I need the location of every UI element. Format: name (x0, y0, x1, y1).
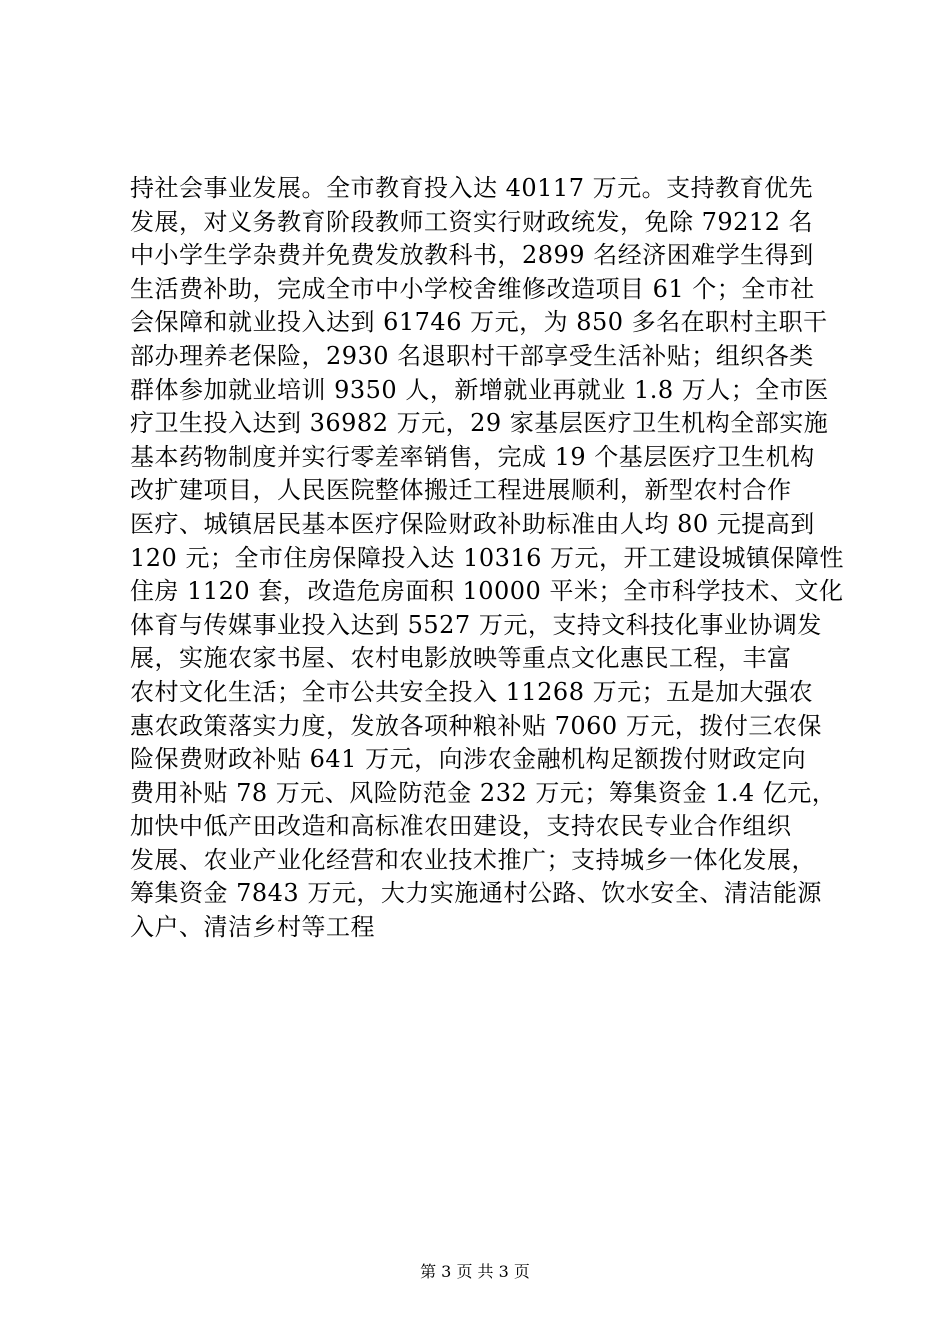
body-text (130, 172, 850, 945)
text-line: 生活费补助，完成全市中小学校舍维修改造项目 61 个；全市社 (130, 274, 815, 303)
text-line: 农村文化生活；全市公共安全投入 11268 万元；五是加大强农 (130, 677, 814, 706)
text-line: 疗卫生投入达到 36982 万元，29 家基层医疗卫生机构全部实施 (130, 409, 829, 438)
page-footer: 第 3 页 共 3 页 (420, 1262, 530, 1281)
text-line: 医疗、城镇居民基本医疗保险财政补助标准由人均 80 元提高到 (130, 509, 815, 538)
text-line: 展，实施农家书屋、农村电影放映等重点文化惠民工程，丰富 (130, 644, 792, 673)
text-line: 入户、清洁乡村等工程 (130, 913, 375, 942)
text-line: 中小学生学杂费并免费发放教科书，2899 名经济困难学生得到 (130, 241, 814, 270)
text-line: 群体参加就业培训 9350 人，新增就业再就业 1.8 万人；全市医 (130, 375, 829, 404)
text-line: 基本药物制度并实行零差率销售，完成 19 个基层医疗卫生机构 (130, 442, 815, 471)
text-line: 体育与传媒事业投入达到 5527 万元，支持文科技化事业协调发 (130, 610, 822, 639)
text-line: 发展、农业产业化经营和农业技术推广；支持城乡一体化发展， (130, 845, 816, 874)
text-line: 部办理养老保险，2930 名退职村干部享受生活补贴；组织各类 (130, 341, 814, 370)
text-line: 改扩建项目，人民医院整体搬迁工程进展顺利，新型农村合作 (130, 476, 792, 505)
text-line: 筹集资金 7843 万元，大力实施通村公路、饮水安全、清洁能源 (130, 879, 822, 908)
text-line: 费用补贴 78 万元、风险防范金 232 万元；筹集资金 1.4 亿元， (130, 778, 837, 807)
text-line: 发展，对义务教育阶段教师工资实行财政统发，免除 79212 名 (130, 207, 814, 236)
text-line: 会保障和就业投入达到 61746 万元，为 850 多名在职村主职干 (130, 308, 828, 337)
text-line: 惠农政策落实力度，发放各项种粮补贴 7060 万元，拨付三农保 (130, 711, 822, 740)
text-line: 120 元；全市住房保障投入达 10316 万元，开工建设城镇保障性 (130, 543, 845, 572)
text-line: 加快中低产田改造和高标准农田建设，支持农民专业合作组织 (130, 812, 792, 841)
text-line: 住房 1120 套，改造危房面积 10000 平米；全市科学技术、文化 (130, 577, 844, 606)
text-line: 险保费财政补贴 641 万元，向涉农金融机构足额拨付财政定向 (130, 745, 807, 774)
text-line: 持社会事业发展。全市教育投入达 40117 万元。支持教育优先 (130, 174, 814, 202)
